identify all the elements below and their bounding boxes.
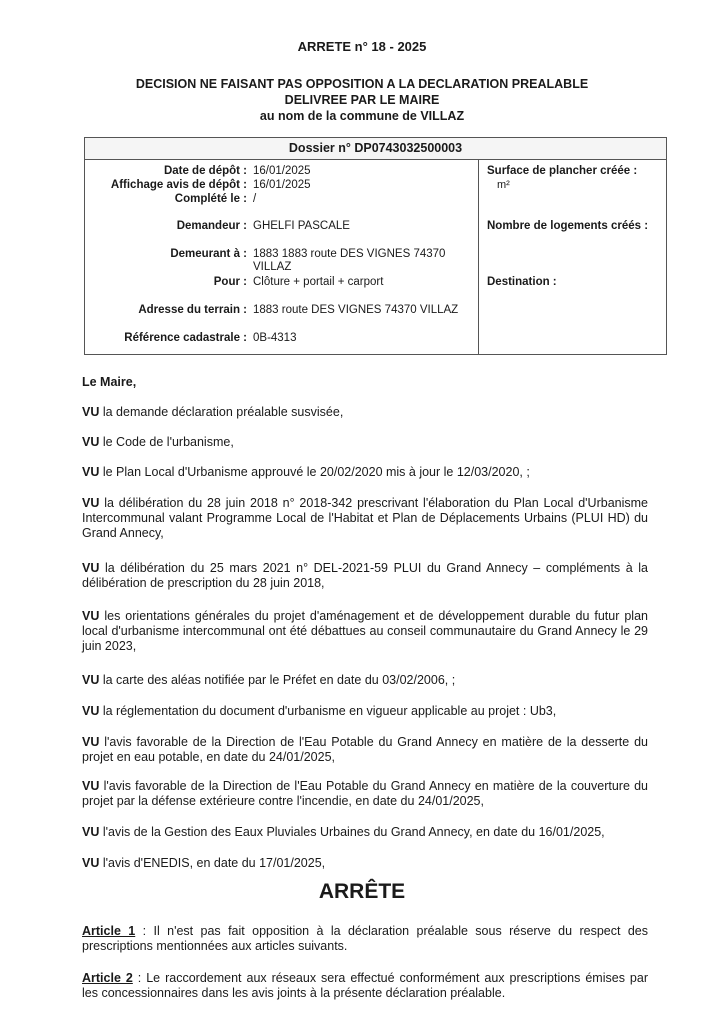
dossier-left-column [85, 159, 479, 354]
logements-label: Nombre de logements créés : [487, 220, 649, 232]
vu-keyword: VU [82, 496, 100, 510]
article-2-label: Article 2 [82, 971, 133, 985]
surface-unit: m² [497, 179, 510, 191]
destination-label: Destination : [487, 276, 557, 288]
vu-paragraph-12 [82, 856, 648, 871]
subtitle-line-1: DECISION NE FAISANT PAS OPPOSITION A LA DECLARATION PREALABLE [135, 77, 589, 91]
vu-text-10: l'avis favorable de la Direction de l'Eau Potable du Grand Annecy en matière de la couverture du projet par la défense extérieure contre l'incendie, en date du 24/01/2025, [82, 779, 648, 808]
affichage-value: 16/01/2025 [253, 179, 311, 191]
complete-label: Complété le : [174, 193, 247, 205]
vu-text-11: l'avis de la Gestion des Eaux Pluviales Urbaines du Grand Annecy, en date du 16/01/2025, [102, 825, 605, 839]
vu-text-12: l'avis d'ENEDIS, en date du 17/01/2025, [102, 856, 326, 870]
affichage-label: Affichage avis de dépôt : [110, 179, 247, 191]
pour-label: Pour : [213, 276, 247, 288]
adresse-label: Adresse du terrain : [138, 304, 247, 316]
vu-keyword: VU [82, 405, 100, 419]
vu-keyword: VU [82, 825, 100, 839]
vu-keyword: VU [82, 673, 100, 687]
demeurant-label: Demeurant à : [170, 248, 247, 260]
vu-text-6: les orientations générales du projet d'aménagement et de développement durable du futur plan local d'urbanisme intercommunal ont été débattues au conseil communautaire du Grand Annecy le 29 juin 2023, [82, 609, 648, 653]
vu-text-9: l'avis favorable de la Direction de l'Eau Potable du Grand Annecy en matière de la desserte du projet en eau potable, en date du 24/01/2025, [82, 735, 648, 764]
vu-keyword: VU [82, 779, 100, 793]
decision-subtitle [0, 76, 724, 124]
vu-paragraph-11 [82, 825, 648, 840]
cadastre-value: 0B-4313 [253, 332, 297, 344]
complete-value: / [253, 193, 257, 205]
vu-keyword: VU [82, 465, 100, 479]
dossier-right-column [479, 159, 666, 354]
vu-text-2: le Code de l'urbanisme, [102, 435, 234, 449]
vu-text-5: la délibération du 25 mars 2021 n° DEL-2021-59 PLUI du Grand Annecy – compléments à la délibération de prescription du 28 juin 2018, [82, 561, 648, 590]
article-2-text: : Le raccordement aux réseaux sera effectué conformément aux prescriptions émises par les concessionnaires dans les avis joints à la présente déclaration préalable. [82, 971, 648, 1000]
vu-keyword: VU [82, 561, 100, 575]
vu-paragraph-6 [82, 609, 648, 654]
demeurant-value [253, 248, 478, 274]
vu-keyword: VU [82, 856, 100, 870]
vu-keyword: VU [82, 735, 100, 749]
vu-keyword: VU [82, 704, 100, 718]
vu-text-7: la carte des aléas notifiée par le Préfet en date du 03/02/2006, ; [102, 673, 456, 687]
arrete-title: ARRETE n° 18 - 2025 [297, 39, 427, 54]
article-1-label: Article 1 [82, 924, 136, 938]
vu-paragraph-3 [82, 465, 648, 480]
vu-paragraph-2 [82, 435, 648, 450]
demandeur-value: GHELFI PASCALE [253, 220, 350, 232]
adresse-value: 1883 route DES VIGNES 74370 VILLAZ [253, 304, 459, 316]
vu-keyword: VU [82, 435, 100, 449]
vu-text-8: la réglementation du document d'urbanisme en vigueur applicable au projet : Ub3, [102, 704, 557, 718]
vu-keyword: VU [82, 609, 100, 623]
article-2 [82, 971, 648, 1001]
le-maire: Le Maire, [82, 375, 137, 389]
subtitle-line-2: DELIVREE PAR LE MAIRE [284, 93, 440, 107]
arrete-heading: ARRÊTE [318, 880, 406, 903]
demeurant-line-2: VILLAZ [253, 261, 292, 273]
subtitle-line-3: au nom de la commune de VILLAZ [259, 109, 465, 123]
vu-text-3: le Plan Local d'Urbanisme approuvé le 20/02/2020 mis à jour le 12/03/2020, ; [102, 465, 530, 479]
vu-text-1: la demande déclaration préalable susvisée, [102, 405, 344, 419]
vu-paragraph-9 [82, 735, 648, 765]
vu-paragraph-8 [82, 704, 648, 719]
surface-label: Surface de plancher créée : [487, 165, 638, 177]
vu-text-4: la délibération du 28 juin 2018 n° 2018-342 prescrivant l'élaboration du Plan Local d'Urbanisme Intercommunal valant Programme Local de l'Habitat et Plan de Déplacements Urbains (PLUI HD) du Grand Annecy, [82, 496, 648, 540]
dossier-box [84, 137, 667, 355]
vu-paragraph-1 [82, 405, 648, 420]
date-depot-value: 16/01/2025 [253, 165, 311, 177]
demandeur-label: Demandeur : [176, 220, 247, 232]
demeurant-line-1: 1883 1883 route DES VIGNES 74370 [253, 248, 446, 260]
article-1 [82, 924, 648, 954]
vu-paragraph-10 [82, 779, 648, 809]
article-1-text: : Il n'est pas fait opposition à la déclaration préalable sous réserve du respect des prescriptions mentionnées aux articles suivants. [82, 924, 648, 953]
vu-paragraph-5 [82, 561, 648, 591]
date-depot-label: Date de dépôt : [163, 165, 247, 177]
pour-value: Clôture + portail + carport [253, 276, 384, 288]
vu-paragraph-4 [82, 496, 648, 541]
cadastre-label: Référence cadastrale : [124, 332, 247, 344]
vu-paragraph-7 [82, 673, 648, 688]
dossier-number: Dossier n° DP0743032500003 [85, 138, 666, 160]
